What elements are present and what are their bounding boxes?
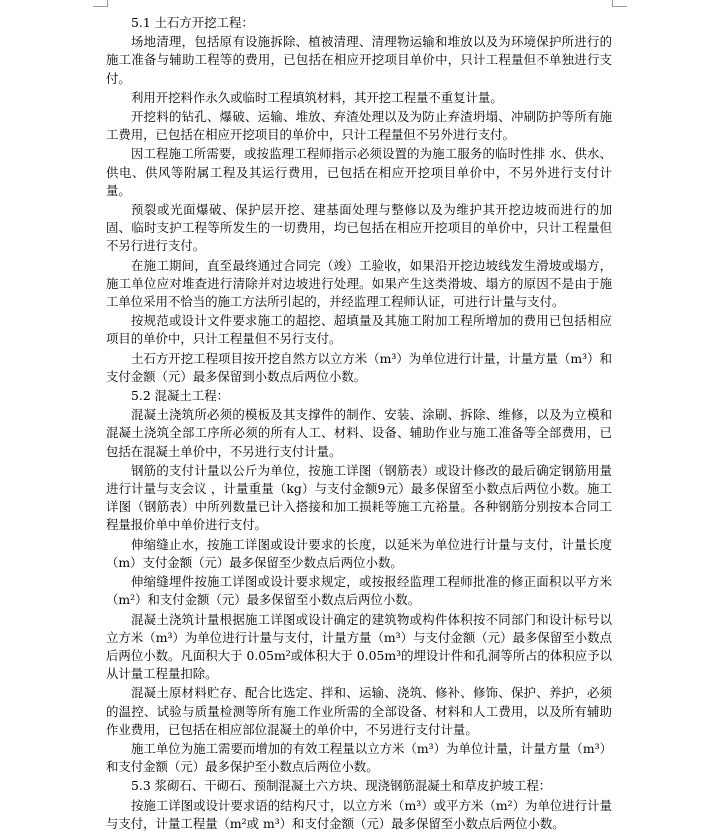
paragraph: 按施工详图或设计要求语的结构尺寸，以立方米（m³）或平方米（m²）为单位进行计量与支付，计量工程量（m²或 m³）和支付金额（元）最多保留至小数点后两位小数。 — [106, 797, 612, 831]
paragraph: 场地清理，包括原有设施拆除、植被清理、清理物运输和堆放以及为环境保护所进行的施工准备与辅助工程等的费用，已包括在相应开挖项目单价中，只计工程量但不单独进行支付。 — [106, 34, 612, 86]
document-page — [106, 14, 612, 834]
crop-mark-top-left — [93, 0, 108, 7]
paragraph: 开挖料的钻孔、爆破、运输、堆放、弃渣处理以及为防止弃渣坍塌、冲刷防护等所有施工费用，已包括在相应开挖项目的单价中，只计工程量但不另外进行支付。 — [106, 109, 612, 143]
paragraph: 在施工期间，直至最终通过合同完（竣）工验收，如果沿开挖边坡线发生滑坡或塌方，施工单位应对堆查进行清除并对边坡进行处理。如果产生这类滑坡、塌方的原因不是由于施工单位采用不恰当的施工方法所引起的，并经监理工程师认证，可进行计量与支付。 — [106, 257, 612, 310]
paragraph: 按规范或设计文件要求施工的超挖、超填量及其施工附加工程所增加的费用已包括相应项目的单价中，只计工程量但不另行支付。 — [106, 313, 612, 347]
paragraph: 施工单位为施工需要而增加的有效工程量以立方米（m³）为单位计量，计量方量（m³）和支付金额（元）最多保护至小数点后两位小数。 — [106, 740, 612, 775]
paragraph: 混凝土浇筑计量根据施工详图或设计确定的建筑物或构件体积按不同部门和设计标号以立方米（m³）为单位进行计量与支付，计量方量（m³）与支付金额（元）最多保留至小数点后两位小数。凡面积大于 0.05m²或体积大于 0.05m³的埋设计件和孔洞等所占的体积应予以从计量工程量扣除。 — [106, 611, 612, 682]
paragraph: 土石方开挖工程项目按开挖自然方以立方米（m³）为单位进行计量，计量方量（m³）和支付金额（元）最多保留到小数点后两位小数。 — [106, 350, 612, 384]
paragraph: 钢筋的支付计量以公斤为单位，按施工详图（钢筋表）或设计修改的最后确定钢筋用量进行计量与支会议 ，计量重量（kg）与支付金额9元）最多保留至小数点后两位小数。施工详图（钢筋表）中所列数量已计入搭接和加工损耗等施工亢裕量。各种钢筋分别按本合同工程量报价单中单价进行支付。 — [106, 462, 612, 533]
section-heading-5-3: 5.3 浆砌石、干砌石、预制混凝土六方块、现浇钢筋混凝土和草皮护坡工程： — [131, 778, 552, 794]
section-heading-5-2: 5.2 混凝土工程： — [131, 388, 229, 404]
section-heading-5-1: 5.1 土石方开挖工程： — [131, 15, 254, 30]
paragraph: 预裂或光面爆破、保护层开挖、建基面处理与整修以及为维护其开挖边坡而进行的加固、临时支护工程等所发生的一切费用，均已包括在相应开挖项目的单价中，只计工程量但不另行进行支付。 — [106, 202, 612, 254]
paragraph: 因工程施工所需要，或按监理工程师指示必须设置的为施工服务的临时性排 水、供水、供电、供风等附属工程及其运行费用，已包括在相应开挖项目单价中，不另外进行支付计量。 — [106, 146, 612, 198]
paragraph: 混凝土原材料贮存、配合比选定、拌和、运输、浇筑、修补、修饰、保护、养护，必须的温控、试验与质量检测等所有施工作业所需的全部设备、材料和人工费用，以及所有辅助作业费用，已包括在相应部位混凝土的单价中，不另进行支付计量。 — [106, 685, 612, 737]
paragraph: 混凝土浇筑所必须的模板及其支撑件的制作、安装、涂刷、拆除、维修，以及为立模和混凝土浇筑全部工序所必须的所有人工、材料、设备、辅助作业与施工准备等全部费用，已包括在混凝土单价中，不另进行支付计量。 — [106, 407, 612, 459]
paragraph: 利用开挖料作永久或临时工程填筑材料，其开挖工程量不重复计量。 — [131, 89, 503, 105]
crop-mark-top-right — [612, 0, 627, 7]
paragraph: 伸缩缝埋件按施工详图或设计要求规定，或按报经监理工程师批准的修正面积以平方米（m²）和支付金额（元）最多保留至小数点后两位小数。 — [106, 574, 612, 608]
paragraph: 伸缩缝止水，按施工详图或设计要求的长度，以延米为单位进行计量与支付，计量长度（m）支付金额（元）最多保留至少数点后两位小数。 — [106, 536, 612, 570]
